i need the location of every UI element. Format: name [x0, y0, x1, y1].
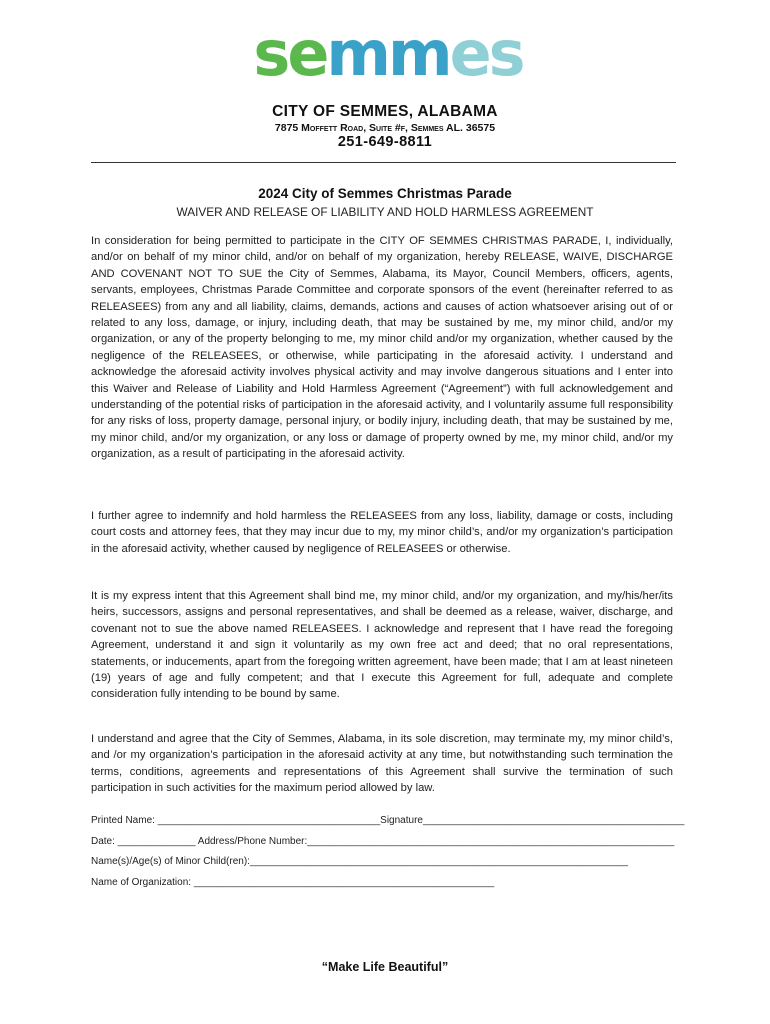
logo-letter: e: [287, 26, 327, 88]
footer-slogan: “Make Life Beautiful”: [321, 960, 449, 974]
date-address-phone-field[interactable]: Date: ______________ Address/Phone Number:__________________________________________________________________: [91, 836, 675, 847]
printed-name-signature-field[interactable]: Printed Name: ________________________________________Signature_______________________________________________: [91, 815, 685, 826]
minor-children-field[interactable]: Name(s)/Age(s) of Minor Child(ren):____________________________________________________________________: [91, 856, 629, 867]
paragraph-intent: It is my express intent that this Agreement shall bind me, my minor child, and/or my organization, and my/his/her/its heirs, successors, assigns and personal representatives, and shall be deemed as a release, waiver, discharge, and covenant not to sue the above named RELEASEES. I acknowledge and represent that I have read the foregoing Agreement, understand it and sign it voluntarily as my own free act and deed; that no oral representations, statements, or inducements, apart from the foregoing written agreement, have been made; that I am at least nineteen (19) years of age and fully competent; and that I execute this Agreement for full, adequate and complete consideration fully intending to be bound by same.: [91, 590, 673, 701]
header-divider: [91, 162, 676, 163]
logo-letter: m: [388, 26, 450, 88]
document-subtitle: WAIVER AND RELEASE OF LIABILITY AND HOLD HARMLESS AGREEMENT: [176, 205, 594, 219]
document-title: 2024 City of Semmes Christmas Parade: [258, 186, 512, 201]
paragraph-indemnify: I further agree to indemnify and hold harmless the RELEASEES from any loss, liability, damage or costs, including court costs and attorney fees, that they may incur due to my, my minor child’s, and/or my organization’s participation in the aforesaid activity, whether caused by negligence of RELEASEES or otherwise.: [91, 510, 673, 555]
organization-field[interactable]: Name of Organization: ______________________________________________________: [91, 877, 495, 888]
paragraph-release: In consideration for being permitted to participate in the CITY OF SEMMES CHRISTMAS PARADE, I, individually, and/or on behalf of my minor child, and/or on behalf of my organization, hereby RELEASE, WAIVE, DISCHARGE AND COVENANT NOT TO SUE the City of Semmes, Alabama, its Mayor, Council Members, officers, agents, servants, employees, Christmas Parade Committee and corporate sponsors of the event (hereinafter referred to as RELEASEES) from any and all liability, claims, demands, actions and causes of action whatsoever arising out of or related to any loss, damage, or injury, including death, that may be sustained by me, my minor child, and/or my organization, or any of the property belonging to me, my minor child and/or my organization, whether caused by the negligence of the RELEASEES, or otherwise, while participating in the aforesaid activity. I understand and acknowledge the aforesaid activity involves physical activity and may involve dangerous situations and I enter into this Waiver and Release of Liability and Hold Harmless Agreement (“Agreement”) with full acknowledgement and understanding of the potential risks of participation in the aforesaid activity, and I voluntarily assume full responsibility for any risks of loss, property damage, personal injury, or bodily injury, including death, that may be sustained by me, my minor child, and/or my organization, or any loss or damage of property owned by me, my minor child, and/or my organization, as a result of participating in the aforesaid activity.: [91, 235, 673, 461]
city-name: CITY OF SEMMES, ALABAMA: [272, 103, 498, 120]
city-phone: 251-649-8811: [337, 134, 433, 150]
logo-letter: e: [449, 26, 489, 88]
logo-letter: s: [253, 26, 288, 88]
logo-letter: m: [326, 26, 388, 88]
city-address: 7875 Moffett Road, Suite #f, Semmes AL. 36575: [274, 122, 496, 134]
semmes-logo: [238, 26, 538, 88]
paragraph-termination: I understand and agree that the City of Semmes, Alabama, in its sole discretion, may terminate my, my minor child’s, and /or my organization’s participation in the aforesaid activity at any time, but notwithstanding such termination the terms, conditions, agreements and representations of this Agreement shall survive the termination of such participation in such activities for the maximum period allowed by law.: [91, 733, 673, 795]
logo-text: [253, 26, 522, 88]
logo-letter: s: [488, 26, 523, 88]
